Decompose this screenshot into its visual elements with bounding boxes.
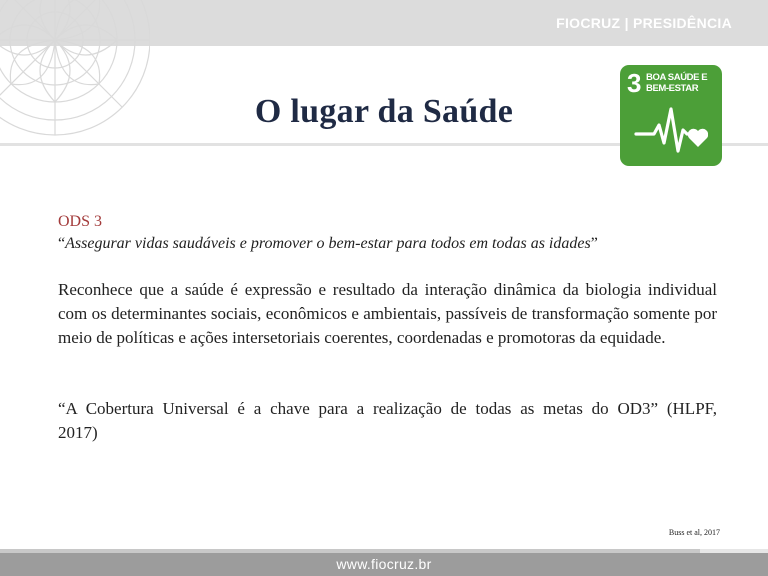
sdg-3-badge [620, 65, 722, 166]
footer-bar [0, 553, 768, 576]
sdg-number: 3 [627, 68, 642, 98]
footer-url: www.fiocruz.br [336, 556, 432, 572]
ods-quote [58, 235, 598, 253]
header-brand: FIOCRUZ | PRESIDÊNCIA [556, 15, 732, 31]
heartbeat-heart-icon [634, 101, 708, 159]
sdg-label: BOA SAÚDE E BEM-ESTAR [646, 72, 708, 94]
quote-paragraph: “A Cobertura Universal é a chave para a realização de todas as metas do OD3” (HLPF, 2017) [58, 399, 717, 442]
slide-title: O lugar da Saúde [254, 93, 514, 130]
body-paragraph: Reconhece que a saúde é expressão e resultado da interação dinâmica da biologia individual com os determinantes sociais, econômicos e ambientais, passíveis de transformação somente por meio de políticas e ações intersetoriais coerentes, coordenadas e promotoras da equidade. [58, 280, 717, 347]
ods-quote-text: “Assegurar vidas saudáveis e promover o bem-estar para todos em todas as idades” [58, 235, 598, 252]
ods-label: ODS 3 [58, 213, 103, 230]
citation: Buss et al, 2017 [668, 528, 720, 537]
